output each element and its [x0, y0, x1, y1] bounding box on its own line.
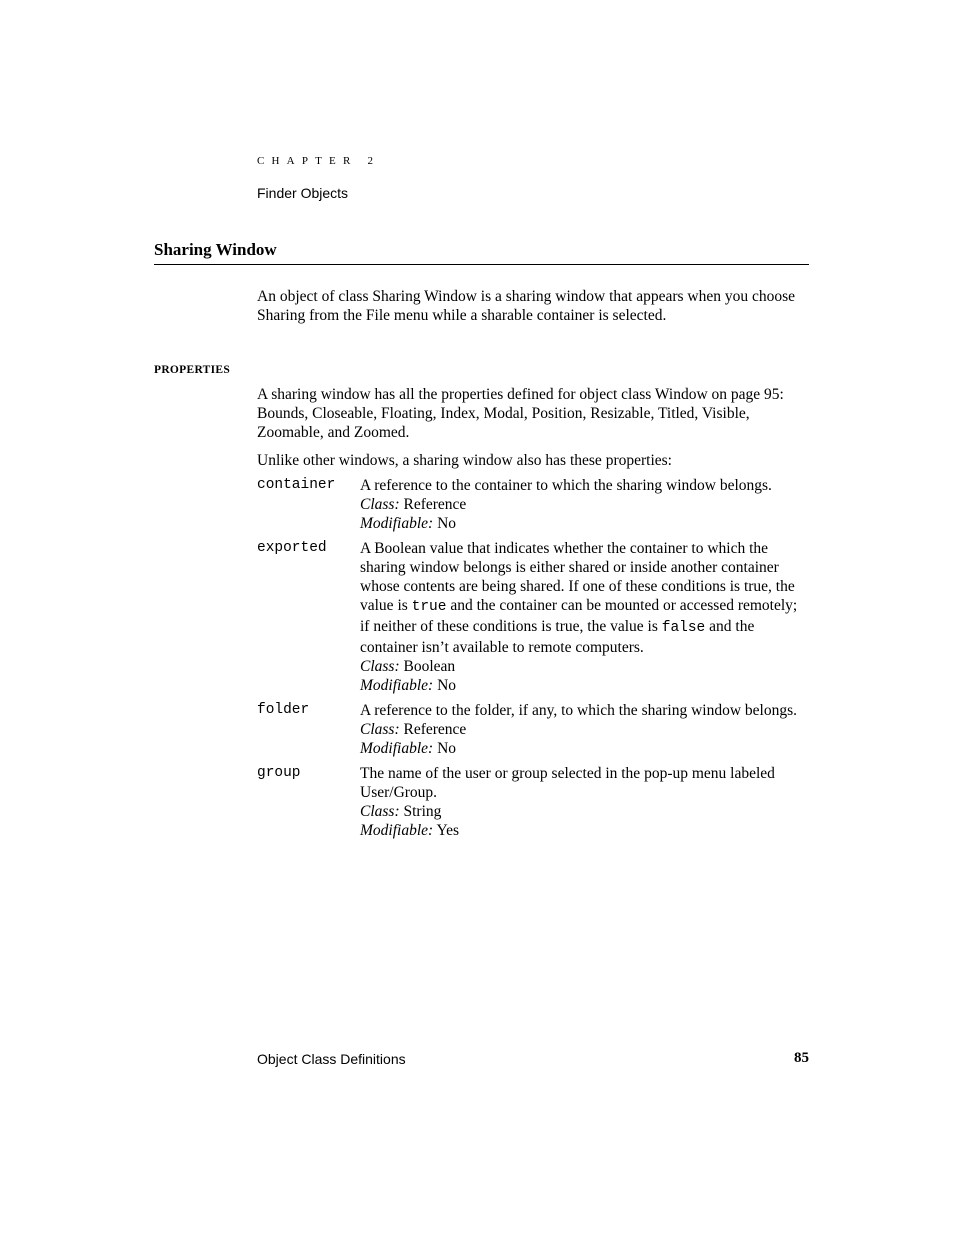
- property-list: [257, 476, 809, 846]
- properties-side-head: PROPERTIES: [154, 364, 231, 376]
- modifiable-value: No: [437, 677, 457, 694]
- class-value: Reference: [403, 721, 467, 738]
- class-label: Class:: [360, 496, 400, 513]
- property-description: [360, 539, 809, 695]
- description-text: The name of the user or group selected in the pop-up menu labeled User/Group.: [360, 765, 775, 801]
- property-item: [257, 476, 809, 533]
- property-item: [257, 539, 809, 695]
- description-text: A reference to the folder, if any, to which the sharing window belongs.: [360, 702, 797, 719]
- modifiable-label: Modifiable:: [360, 677, 434, 694]
- property-item: [257, 701, 809, 758]
- property-description: [360, 701, 809, 758]
- modifiable-label: Modifiable:: [360, 740, 434, 757]
- description-text: A reference to the container to which the sharing window belongs.: [360, 477, 772, 494]
- class-value: Reference: [403, 496, 467, 513]
- property-name: exported: [257, 540, 327, 556]
- class-line: [360, 495, 809, 514]
- description-text: and the container can be mounted or accessed remotely; if neither of these conditions is true, the value is: [360, 597, 798, 635]
- footer-section-name: Object Class Definitions: [257, 1051, 406, 1067]
- properties-lead-in: Unlike other windows, a sharing window also has these properties:: [257, 452, 672, 469]
- class-label: Class:: [360, 658, 400, 675]
- property-name: folder: [257, 702, 310, 718]
- intro-paragraph: An object of class Sharing Window is a sharing window that appears when you choose Sharing from the File menu while a sharable container is selected.: [257, 288, 796, 324]
- modifiable-value: No: [437, 740, 457, 757]
- code-true: true: [411, 599, 447, 615]
- chapter-title: Finder Objects: [257, 185, 349, 201]
- property-name: group: [257, 765, 301, 781]
- modifiable-value: No: [437, 515, 457, 532]
- property-item: [257, 764, 809, 840]
- code-false: false: [661, 620, 706, 636]
- property-description: [360, 476, 809, 533]
- class-line: [360, 720, 809, 739]
- section-divider: [154, 264, 809, 265]
- modifiable-line: [360, 514, 809, 533]
- modifiable-line: [360, 676, 809, 695]
- description-text: A Boolean value that indicates whether the container to which the sharing window belongs is either shared or inside another container whose contents are being shared. If one of these conditions is true, the value is: [360, 540, 795, 614]
- class-label: Class:: [360, 721, 400, 738]
- modifiable-line: [360, 739, 809, 758]
- property-description: [360, 764, 809, 840]
- modifiable-value: Yes: [436, 822, 460, 839]
- page-number: 85: [794, 1050, 809, 1066]
- section-heading: Sharing Window: [154, 240, 277, 259]
- properties-paragraph: A sharing window has all the properties defined for object class Window on page 95: Bounds, Closeable, Floating, Index, Modal, Position, Resizable, Titled, Visible, Zoomable, and Zoomed.: [257, 386, 784, 441]
- class-line: [360, 802, 809, 821]
- description-text: and the container isn’t available to remote computers.: [360, 618, 755, 656]
- modifiable-line: [360, 821, 809, 840]
- class-line: [360, 657, 809, 676]
- chapter-label: CHAPTER 2: [257, 155, 381, 167]
- class-value: String: [403, 803, 442, 820]
- modifiable-label: Modifiable:: [360, 822, 434, 839]
- class-value: Boolean: [403, 658, 456, 675]
- modifiable-label: Modifiable:: [360, 515, 434, 532]
- class-label: Class:: [360, 803, 400, 820]
- property-name: container: [257, 477, 336, 493]
